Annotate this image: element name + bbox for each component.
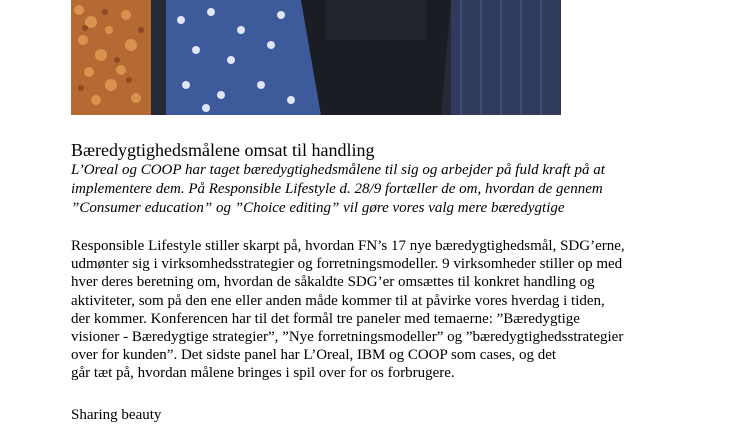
- body-line: der kommer. Konferencen har til det formål tre paneler med temaerne: ”Bæredygtige: [71, 310, 580, 327]
- article-lead: [71, 161, 711, 218]
- section-subheading: Sharing beauty: [71, 407, 162, 423]
- body-line: hver deres beretning om, hvordan de såkaldte SDG’er omsættes til konkret handling og: [71, 274, 595, 291]
- body-line: Responsible Lifestyle stiller skarpt på, hvordan FN’s 17 nye bæredygtighedsmål, SDG’erne,: [71, 238, 625, 254]
- lead-line: L’Oreal og COOP har taget bæredygtighedsmålene til sig og arbejder på fuld kraft på at: [71, 162, 605, 178]
- article-photo: [71, 0, 561, 115]
- article-heading: Bæredygtighedsmålene omsat til handling: [71, 140, 375, 160]
- body-line: aktiviteter, som på den ene eller anden måde kommer til at påvirke vores hverdag i tiden,: [71, 292, 605, 309]
- lead-line: ”Consumer education” og ”Choice editing” vil gøre vores valg mere bæredygtige: [71, 200, 565, 216]
- body-line: går tæt på, hvordan målene bringes i spil over for os forbrugere.: [71, 365, 455, 382]
- body-line: udmønter sig i virksomhedsstrategier og forretningsmodeller. 9 virksomheder stiller op med: [71, 256, 623, 273]
- article-body: [71, 237, 721, 383]
- body-line: visioner - Bæredygtige strategier”, ”Nye forretningsmodeller” og ”bæredygtighedsstrategier: [71, 329, 624, 346]
- lead-line: implementere dem. På Responsible Lifestyle d. 28/9 fortæller de om, hvordan de gennem: [71, 181, 603, 197]
- photo-illustration: [71, 0, 561, 115]
- body-line: over for kunden”. Det sidste panel har L’Oreal, IBM og COOP som cases, og det: [71, 347, 557, 364]
